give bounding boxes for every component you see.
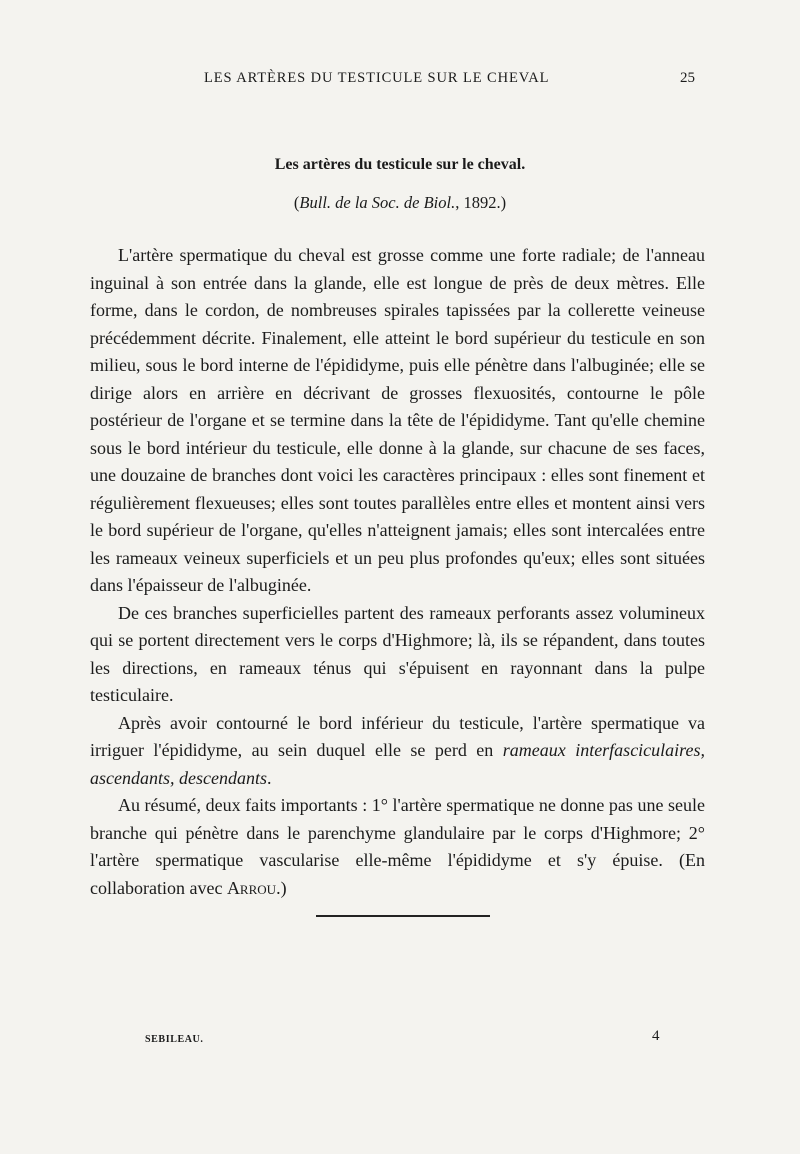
- paragraph-1: L'artère spermatique du cheval est grosse comme une forte radiale; de l'anneau inguinal à son entrée dans la glande, elle est longue de près de deux mètres. Elle forme, dans le cordon, de nombreuses spirales tapissées par la collerette veineuse précédemment décrite. Finalement, elle atteint le bord supérieur du testicule en son milieu, sous le bord interne de l'épididyme, puis elle pénètre dans l'albuginée; elle se dirige alors en arrière en décrivant de grosses flexuosités, contourne le pôle postérieur de l'organe et se termine dans la tête de l'épididyme. Tant qu'elle chemine sous le bord intérieur du testicule, elle donne à la glande, sur chacune de ses faces, une douzaine de branches dont voici les caractères principaux : elles sont finement et régulièrement flexueuses; elles sont toutes parallèles entre elles et montent ainsi vers le bord supérieur de l'organe, qu'elles n'atteignent jamais; elles sont intercalées entre les rameaux veineux superficiels et un peu plus profondes qu'eux; elles sont situées dans l'épaisseur de l'albuginée.: [90, 245, 705, 595]
- collaborator-name: Arrou: [226, 877, 277, 898]
- section-rule: [316, 915, 490, 917]
- signature: SEBILEAU.: [145, 1034, 204, 1045]
- paragraph-2: De ces branches superficielles partent des rameaux perforants assez volumineux qui se portent directement vers le corps d'Highmore; là, ils se répandent, dans toutes les directions, en rameaux ténus qui s'épuisent en rayonnant dans la pulpe testiculaire.: [90, 602, 705, 705]
- paragraph-4-end: .): [276, 877, 287, 898]
- running-head: LES ARTÈRES DU TESTICULE SUR LE CHEVAL: [204, 70, 550, 86]
- citation-source: Bull. de la Soc. de Biol.: [299, 193, 456, 212]
- paragraph-4-text: Au résumé, deux faits importants : 1° l'artère spermatique ne donne pas une seule branche qui pénètre dans le parenchyme glandulaire par le corps d'Highmore; 2° l'artère spermatique vascularise elle-même l'épididyme et s'y épuise. (En collaboration avec: [90, 795, 705, 898]
- citation-open: (: [293, 193, 300, 212]
- sheet-number: 4: [652, 1028, 660, 1044]
- paragraph-3-end: .: [266, 767, 272, 788]
- paragraph-3: [90, 710, 705, 793]
- article-title: Les artères du testicule sur le cheval.: [274, 156, 526, 173]
- page-number: 25: [680, 70, 695, 86]
- paragraph-4: [90, 792, 705, 902]
- paragraph-3-italic: rameaux interfasciculaires, ascendants, descendants: [90, 740, 706, 788]
- paragraph-3-text: Après avoir contourné le bord inférieur du testicule, l'artère spermatique va irriguer l'épididyme, au sein duquel elle se perd en: [90, 712, 705, 760]
- article-body: [90, 242, 705, 902]
- citation-rest: , 1892.): [455, 193, 507, 212]
- citation: [0, 193, 800, 213]
